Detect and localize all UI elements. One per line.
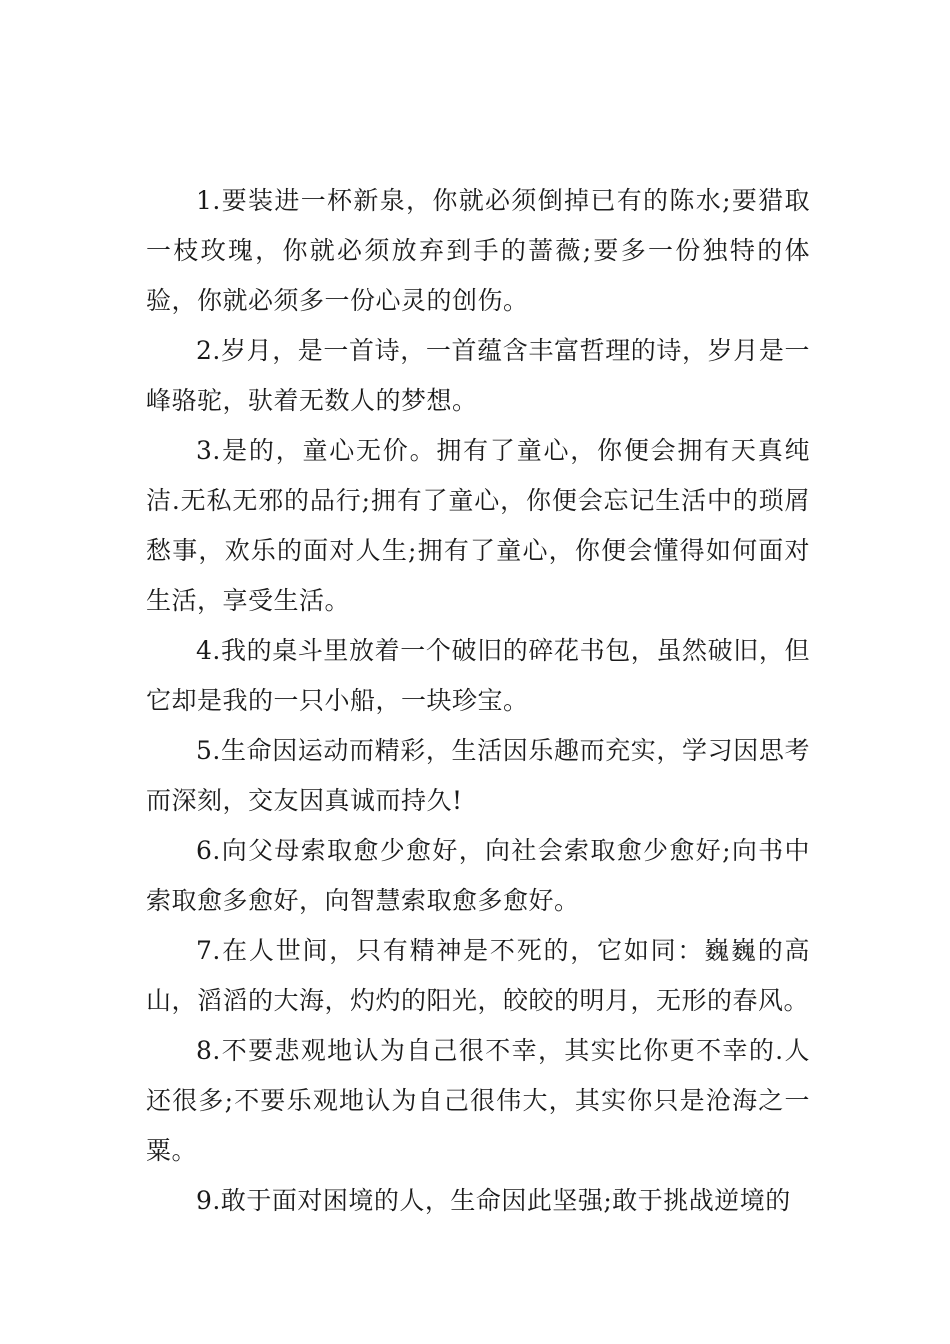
paragraph-7: 7.在人世间，只有精神是不死的，它如同：巍巍的高山，滔滔的大海，灼灼的阳光，皎皎的明月，无形的春风。 xyxy=(146,936,810,1015)
paragraph-6: 6.向父母索取愈少愈好，向社会索取愈少愈好;向书中索取愈多愈好，向智慧索取愈多愈好。 xyxy=(146,836,810,915)
paragraph-1: 1.要装进一杯新泉，你就必须倒掉已有的陈水;要猎取一枝玫瑰，你就必须放弃到手的蔷薇;要多一份独特的体验，你就必须多一份心灵的创伤。 xyxy=(146,186,810,315)
document-body xyxy=(146,176,810,1226)
paragraph-2: 2.岁月，是一首诗，一首蕴含丰富哲理的诗，岁月是一峰骆驼，驮着无数人的梦想。 xyxy=(146,336,810,415)
paragraph-4: 4.我的桌斗里放着一个破旧的碎花书包，虽然破旧，但它却是我的一只小船，一块珍宝。 xyxy=(146,636,810,715)
paragraph-9: 9.敢于面对困境的人，生命因此坚强;敢于挑战逆境的 xyxy=(196,1186,791,1215)
paragraph-8: 8.不要悲观地认为自己很不幸，其实比你更不幸的.人还很多;不要乐观地认为自己很伟大，其实你只是沧海之一粟。 xyxy=(146,1036,810,1165)
paragraph-5: 5.生命因运动而精彩，生活因乐趣而充实，学习因思考而深刻，交友因真诚而持久! xyxy=(146,736,810,815)
paragraph-3: 3.是的，童心无价。拥有了童心，你便会拥有天真纯洁.无私无邪的品行;拥有了童心，你便会忘记生活中的琐屑愁事，欢乐的面对人生;拥有了童心，你便会懂得如何面对生活，享受生活。 xyxy=(146,436,810,615)
